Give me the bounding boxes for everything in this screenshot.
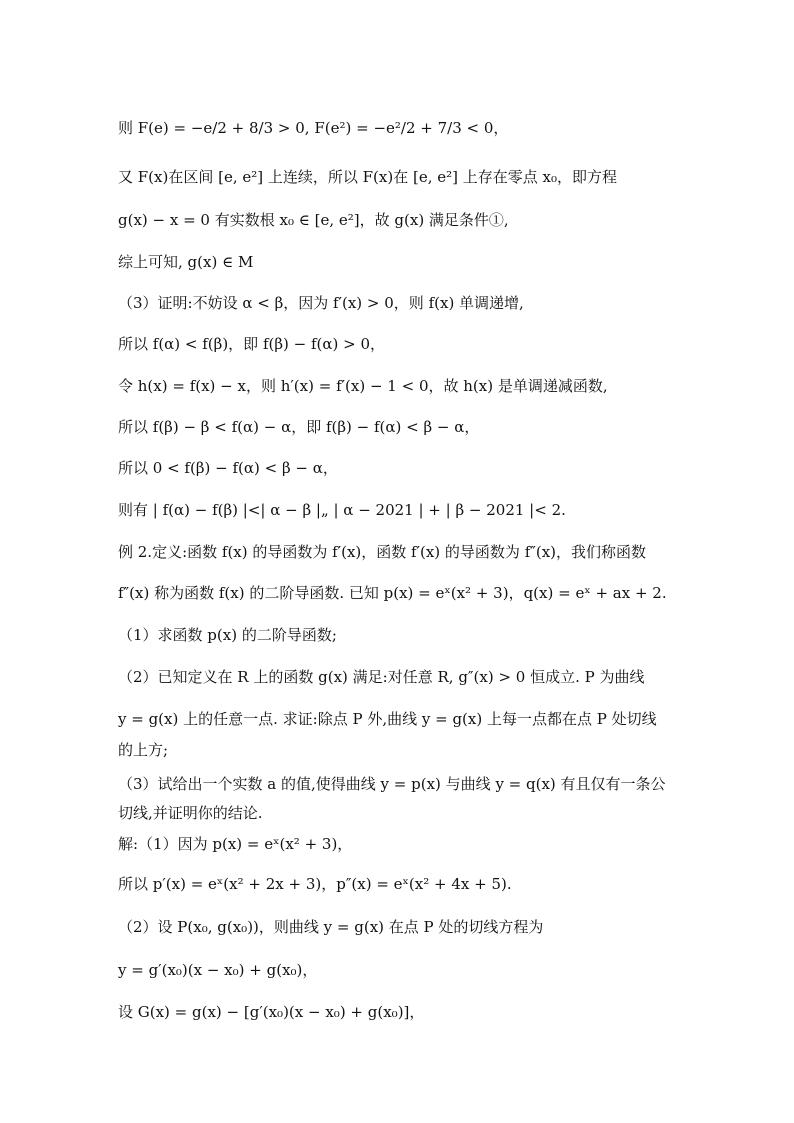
- text-line: （3）试给出一个实数 a 的值,使得曲线 y = p(x) 与曲线 y = q(x) 有且仅有一条公: [118, 775, 666, 793]
- text-line: 所以 f(β) − β < f(α) − α，即 f(β) − f(α) < β − α，: [118, 418, 480, 436]
- text-line: f″(x) 称为函数 f(x) 的二阶导函数. 已知 p(x) = eˣ(x² + 3)，q(x) = eˣ + ax + 2.: [118, 584, 667, 602]
- text-line: 则 F(e) = −e/2 + 8/3 > 0, F(e²) = −e²/2 + 7/3 < 0，: [118, 119, 509, 137]
- text-line: （2）已知定义在 R 上的函数 g(x) 满足:对任意 R, g″(x) > 0 恒成立. P 为曲线: [118, 668, 645, 686]
- text-line: 又 F(x)在区间 [e, e²] 上连续，所以 F(x)在 [e, e²] 上存在零点 x₀，即方程: [118, 168, 618, 186]
- text-line: 切线,并证明你的结论.: [118, 804, 263, 822]
- text-line: 所以 f(α) < f(β)，即 f(β) − f(α) > 0，: [118, 335, 386, 353]
- text-line: 解:（1）因为 p(x) = eˣ(x² + 3)，: [118, 835, 353, 853]
- text-line: 所以 0 < f(β) − f(α) < β − α，: [118, 459, 338, 477]
- text-line: y = g′(x₀)(x − x₀) + g(x₀)，: [118, 961, 318, 979]
- text-line: 综上可知, g(x) ∈ M: [118, 253, 254, 271]
- text-line: 则有 | f(α) − f(β) |<| α − β |„ | α − 2021 | + | β − 2021 |< 2.: [118, 501, 566, 519]
- text-line: （3）证明:不妨设 α < β，因为 f′(x) > 0，则 f(x) 单调递增,: [118, 294, 524, 312]
- text-line: （1）求函数 p(x) 的二阶导函数;: [118, 626, 337, 644]
- text-line: g(x) − x = 0 有实数根 x₀ ∈ [e, e²]，故 g(x) 满足条件①,: [118, 211, 509, 229]
- text-line: 所以 p′(x) = eˣ(x² + 2x + 3)，p″(x) = eˣ(x² + 4x + 5).: [118, 875, 512, 893]
- text-line: 例 2.定义:函数 f(x) 的导函数为 f′(x)，函数 f′(x) 的导函数为 f″(x)，我们称函数: [118, 543, 647, 561]
- text-line: 的上方;: [118, 741, 169, 759]
- text-line: （2）设 P(x₀, g(x₀))，则曲线 y = g(x) 在点 P 处的切线方程为: [118, 918, 544, 936]
- text-line: 令 h(x) = f(x) − x，则 h′(x) = f′(x) − 1 < 0，故 h(x) 是单调递减函数,: [118, 377, 608, 395]
- text-line: 设 G(x) = g(x) − [g′(x₀)(x − x₀) + g(x₀)]，: [118, 1003, 425, 1021]
- text-line: y = g(x) 上的任意一点. 求证:除点 P 外,曲线 y = g(x) 上每一点都在点 P 处切线: [118, 710, 657, 728]
